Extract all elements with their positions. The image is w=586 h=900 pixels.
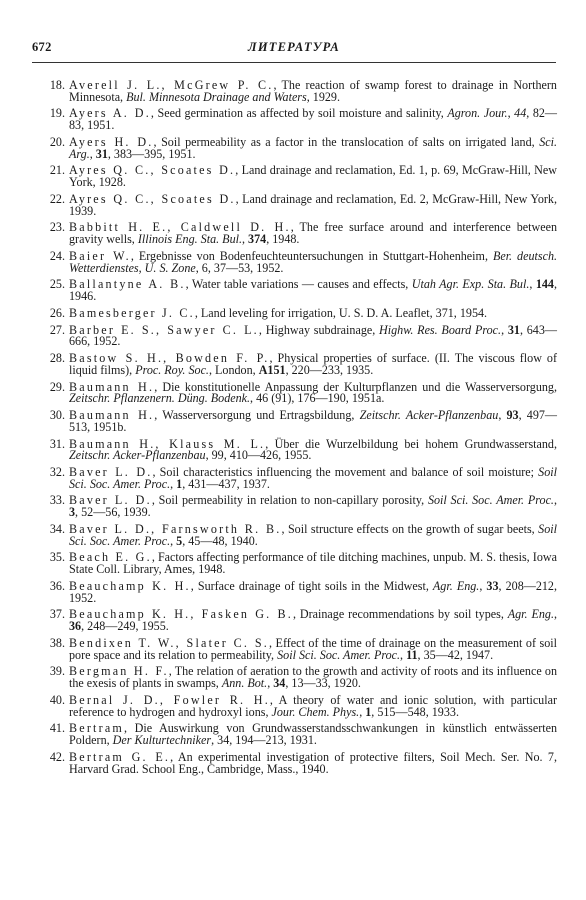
reference-text: , 497—513, 1951b. bbox=[69, 408, 558, 434]
reference-text: , Über die Wurzelbildung bei hohem Grundwasserstand, bbox=[265, 436, 557, 451]
reference-authors: Averell J. L., McGrew P. C. bbox=[69, 78, 274, 92]
reference-text: , London, bbox=[208, 362, 259, 377]
reference-text: , Die konstitutionelle Anpassung der Kulturpflanzen und die Wasserversorgung, bbox=[154, 379, 557, 394]
reference-volume: 31 bbox=[507, 322, 520, 337]
reference-number: 20. bbox=[49, 134, 65, 149]
reference-authors: Baver L. D., Farnsworth R. B. bbox=[69, 521, 282, 536]
reference-text: , Surface drainage of tight soils in the Midwest, bbox=[190, 578, 433, 593]
reference-text: , 6, 37—53, 1952. bbox=[195, 260, 284, 275]
reference-entry bbox=[0, 134, 586, 161]
reference-number: 26. bbox=[49, 305, 65, 320]
reference-source: Soil Sci. Soc. Amer. Proc. bbox=[69, 521, 557, 548]
reference-source: Agr. Eng. bbox=[507, 607, 554, 622]
reference-number: 37. bbox=[49, 607, 65, 622]
reference-volume: A151 bbox=[258, 362, 286, 377]
reference-number: 33. bbox=[49, 493, 65, 508]
reference-text: , 13—33, 1920. bbox=[285, 676, 361, 691]
reference-authors: Bergman H. F. bbox=[69, 664, 169, 679]
reference-text: , bbox=[479, 578, 487, 593]
reference-volume: 33 bbox=[486, 578, 499, 593]
reference-text: , The free surface around and interference between gravity wells, bbox=[69, 220, 557, 247]
reference-entry bbox=[0, 165, 586, 189]
reference-number: 19. bbox=[49, 106, 65, 121]
page-number: 672 bbox=[32, 40, 52, 54]
reference-entry bbox=[0, 723, 586, 747]
reference-source: Bul. Minnesota Drainage and Waters bbox=[126, 89, 307, 104]
reference-text: , Soil permeability as a factor in the translocation of salts on irrigated land, bbox=[153, 134, 540, 149]
reference-text: , 383—395, 1951. bbox=[107, 146, 196, 161]
reference-entry bbox=[0, 521, 586, 548]
reference-text: , 1948. bbox=[266, 232, 300, 247]
reference-text: , Soil permeability in relation to non-capillary porosity, bbox=[151, 493, 428, 508]
reference-entry bbox=[0, 464, 586, 491]
reference-number: 32. bbox=[49, 464, 65, 479]
reference-volume: 1 bbox=[176, 476, 183, 491]
reference-text: , Soil structure effects on the growth of sugar beets, bbox=[281, 521, 539, 536]
reference-entry bbox=[0, 495, 586, 519]
reference-entry bbox=[0, 222, 586, 246]
reference-text: , 515—548, 1933. bbox=[371, 704, 459, 719]
reference-number: 25. bbox=[49, 277, 65, 292]
reference-volume: 1 bbox=[365, 704, 372, 719]
reference-number: 24. bbox=[49, 248, 65, 263]
reference-text: , 52—56, 1939. bbox=[75, 505, 151, 520]
reference-text: , 99, 410—426, 1955. bbox=[205, 448, 312, 463]
reference-source: Soil Sci. Soc. Amer. Proc. bbox=[427, 493, 554, 508]
reference-authors: Bamesberger J. C. bbox=[69, 305, 195, 320]
reference-source: Soil Sci. Soc. Amer. Proc. bbox=[69, 464, 557, 491]
reference-source: Agr. Eng. bbox=[432, 578, 480, 593]
reference-text: , Highway subdrainage, bbox=[258, 322, 380, 337]
reference-entry bbox=[0, 108, 586, 132]
reference-source: 44 bbox=[514, 106, 527, 121]
reference-authors: Baumann H., Klauss M. L. bbox=[69, 436, 266, 451]
reference-source: Zeitschr. Acker-Pflanzenbau bbox=[359, 408, 499, 423]
reference-list bbox=[0, 80, 586, 780]
reference-authors: Ayers A. D. bbox=[69, 106, 151, 121]
reference-source: Proc. Roy. Soc. bbox=[135, 362, 209, 377]
reference-text: , An experimental investigation of protective filters, Soil Mech. Ser. No. 7, Harvard Grad. School Eng., Cambridge, Mass., 1940. bbox=[69, 749, 557, 776]
reference-source: Sci. Arg. bbox=[69, 134, 557, 161]
reference-number: 41. bbox=[49, 721, 65, 736]
reference-number: 29. bbox=[49, 379, 65, 394]
reference-source: Jour. Chem. Phys. bbox=[271, 704, 360, 719]
reference-authors: Baumann H. bbox=[69, 408, 155, 423]
reference-text: , bbox=[553, 607, 557, 622]
reference-volume: 36 bbox=[69, 619, 82, 634]
reference-number: 31. bbox=[49, 436, 65, 451]
reference-text: , bbox=[170, 476, 177, 491]
reference-number: 27. bbox=[49, 322, 65, 337]
reference-entry bbox=[0, 609, 586, 633]
header-rule bbox=[32, 62, 556, 63]
reference-number: 39. bbox=[49, 664, 65, 679]
reference-number: 30. bbox=[49, 408, 65, 423]
reference-text: , bbox=[267, 676, 274, 691]
reference-authors: Bertram G. E. bbox=[69, 749, 171, 764]
reference-text: , Seed germination as affected by soil moisture and salinity, bbox=[150, 106, 448, 121]
reference-authors: Baver L. D. bbox=[69, 493, 152, 508]
reference-entry bbox=[0, 749, 586, 776]
reference-number: 21. bbox=[49, 163, 65, 178]
reference-authors: Baier W. bbox=[69, 248, 131, 263]
reference-volume: 11 bbox=[406, 647, 418, 662]
reference-authors: Ayres Q. C., Scoates D. bbox=[69, 191, 236, 206]
reference-authors: Ballantyne A. B. bbox=[69, 277, 186, 292]
reference-source: Soil Sci. Soc. Amer. Proc. bbox=[277, 647, 401, 662]
reference-text: , Land drainage and reclamation, Ed. 1, p. 69, McGraw-Hill, New York, 1928. bbox=[69, 163, 557, 190]
reference-text: , Ergebnisse von Bodenfeuchteuntersuchungen in Stuttgart-Hohenheim, bbox=[130, 248, 493, 263]
reference-source: Ber. deutsch. Wetterdienstes, U. S. Zone bbox=[69, 248, 558, 275]
reference-text: , bbox=[170, 533, 177, 548]
reference-number: 40. bbox=[49, 692, 65, 707]
reference-source: Highw. Res. Board Proc. bbox=[379, 322, 502, 337]
reference-text: , 643—666, 1952. bbox=[69, 322, 557, 349]
reference-text: , 46 (91), 176—190, 1951a. bbox=[250, 391, 385, 406]
reference-text: , bbox=[89, 146, 96, 161]
reference-text: , A theory of water and ionic solution, with particular reference to hydrogen and hydroxyl ions, bbox=[69, 692, 557, 719]
reference-text: , Die Auswirkung von Grundwasserstandsschwankungen in künstlich entwässerten Poldern, bbox=[69, 721, 557, 748]
reference-entry bbox=[0, 191, 586, 218]
reference-source: Agron. Jour. bbox=[447, 106, 508, 121]
reference-entry bbox=[0, 692, 586, 719]
reference-number: 23. bbox=[49, 220, 65, 235]
reference-text: , 248—249, 1955. bbox=[81, 619, 169, 634]
reference-text: , bbox=[553, 493, 557, 508]
reference-text: , 431—437, 1937. bbox=[182, 476, 270, 491]
reference-entry bbox=[0, 279, 586, 303]
reference-entry bbox=[0, 248, 586, 275]
running-title: ЛИТЕРАТУРА bbox=[248, 40, 340, 54]
reference-source: Ann. Bot. bbox=[221, 676, 268, 691]
reference-number: 38. bbox=[49, 635, 65, 650]
reference-entry bbox=[0, 552, 586, 576]
reference-text: , Drainage recommendations by soil types, bbox=[292, 607, 508, 622]
reference-number: 35. bbox=[49, 550, 65, 565]
reference-entry bbox=[0, 436, 586, 463]
reference-source: Illinois Eng. Sta. Bul. bbox=[137, 232, 242, 247]
reference-text: , 34, 194—213, 1931. bbox=[211, 733, 317, 748]
reference-text: , Effect of the time of drainage on the measurement of soil pore space and its relation to permeability, bbox=[69, 635, 557, 662]
reference-entry bbox=[0, 305, 586, 320]
reference-text: , 35—42, 1947. bbox=[417, 647, 494, 662]
reference-authors: Ayers H. D. bbox=[69, 134, 154, 149]
reference-entry bbox=[0, 80, 586, 104]
reference-entry bbox=[0, 666, 586, 690]
reference-number: 42. bbox=[49, 749, 65, 764]
reference-text: , bbox=[507, 106, 515, 121]
reference-text: , 82—83, 1951. bbox=[69, 106, 558, 133]
reference-text: , Land drainage and reclamation, Ed. 2, McGraw-Hill, New York, 1939. bbox=[69, 191, 557, 218]
reference-volume: 34 bbox=[273, 676, 286, 691]
reference-number: 34. bbox=[49, 521, 65, 536]
reference-text: , bbox=[400, 647, 407, 662]
reference-authors: Bastow S. H., Bowden F. P. bbox=[69, 351, 270, 366]
reference-volume: 144 bbox=[535, 277, 554, 292]
reference-authors: Bertram bbox=[69, 721, 125, 736]
reference-entry bbox=[0, 322, 586, 349]
reference-source: Utah Agr. Exp. Sta. Bul. bbox=[411, 277, 530, 292]
reference-authors: Bernal J. D., Fowler R. H. bbox=[69, 692, 270, 707]
reference-source: Zeitschr. Acker-Pflanzenbau bbox=[69, 448, 206, 463]
reference-text: , The relation of aeration to the growth and activity of roots and its influence on the exesis of plants in swamps, bbox=[69, 664, 558, 691]
reference-text: , bbox=[498, 408, 507, 423]
reference-authors: Babbitt H. E., Caldwell D. H. bbox=[69, 220, 291, 235]
reference-volume: 3 bbox=[69, 505, 76, 520]
reference-number: 28. bbox=[49, 351, 65, 366]
reference-authors: Baver L. D. bbox=[69, 464, 153, 479]
reference-text: , The reaction of swamp forest to drainage in Northern Minnesota, bbox=[69, 78, 557, 104]
reference-text: , bbox=[529, 277, 536, 292]
reference-text: , Physical properties of surface. (II. The viscous flow of liquid films), bbox=[69, 351, 557, 377]
reference-text: , 208—212, 1952. bbox=[69, 578, 558, 605]
reference-text: , bbox=[359, 704, 366, 719]
reference-authors: Baumann H. bbox=[69, 379, 155, 394]
reference-text: , Soil characteristics influencing the movement and balance of soil moisture; bbox=[152, 464, 539, 479]
page-header bbox=[32, 40, 556, 60]
reference-text: , Water table variations — causes and effects, bbox=[185, 277, 412, 292]
reference-text: , 220—233, 1935. bbox=[285, 362, 374, 377]
reference-text: , bbox=[242, 232, 249, 247]
reference-volume: 31 bbox=[95, 146, 108, 161]
reference-text: , Land leveling for irrigation, U. S. D. A. Leaflet, 371, 1954. bbox=[194, 305, 488, 320]
reference-entry bbox=[0, 578, 586, 605]
reference-entry bbox=[0, 635, 586, 662]
reference-text: , Factors affecting performance of tile ditching machines, unpub. M. S. thesis, Iowa State Coll. Library, Ames, 1948. bbox=[69, 550, 557, 577]
reference-number: 18. bbox=[49, 78, 65, 92]
reference-authors: Bendixen T. W., Slater C. S. bbox=[69, 635, 270, 650]
reference-text: , 45—48, 1940. bbox=[182, 533, 258, 548]
reference-authors: Beauchamp K. H. bbox=[69, 578, 191, 593]
reference-volume: 5 bbox=[176, 533, 183, 548]
reference-volume: 93 bbox=[506, 408, 519, 423]
reference-text: , Wasserversorgung und Ertragsbildung, bbox=[154, 408, 360, 423]
reference-source: Der Kulturtechniker bbox=[112, 733, 212, 748]
reference-text: , 1929. bbox=[306, 89, 340, 104]
reference-entry bbox=[0, 353, 586, 377]
reference-entry bbox=[0, 379, 586, 406]
reference-volume: 374 bbox=[248, 232, 267, 247]
reference-authors: Beauchamp K. H., Fasken G. B. bbox=[69, 607, 293, 622]
reference-authors: Ayres Q. C., Scoates D. bbox=[69, 163, 236, 178]
reference-authors: Beach E. G. bbox=[69, 550, 152, 565]
reference-number: 36. bbox=[49, 578, 65, 593]
reference-authors: Barber E. S., Sawyer C. L. bbox=[69, 322, 259, 337]
reference-entry bbox=[0, 410, 586, 434]
reference-source: Zeitschr. Pflanzenern. Düng. Bodenk. bbox=[69, 391, 251, 406]
reference-number: 22. bbox=[49, 191, 65, 206]
reference-text: , bbox=[501, 322, 508, 337]
reference-text: , 1946. bbox=[69, 277, 557, 304]
